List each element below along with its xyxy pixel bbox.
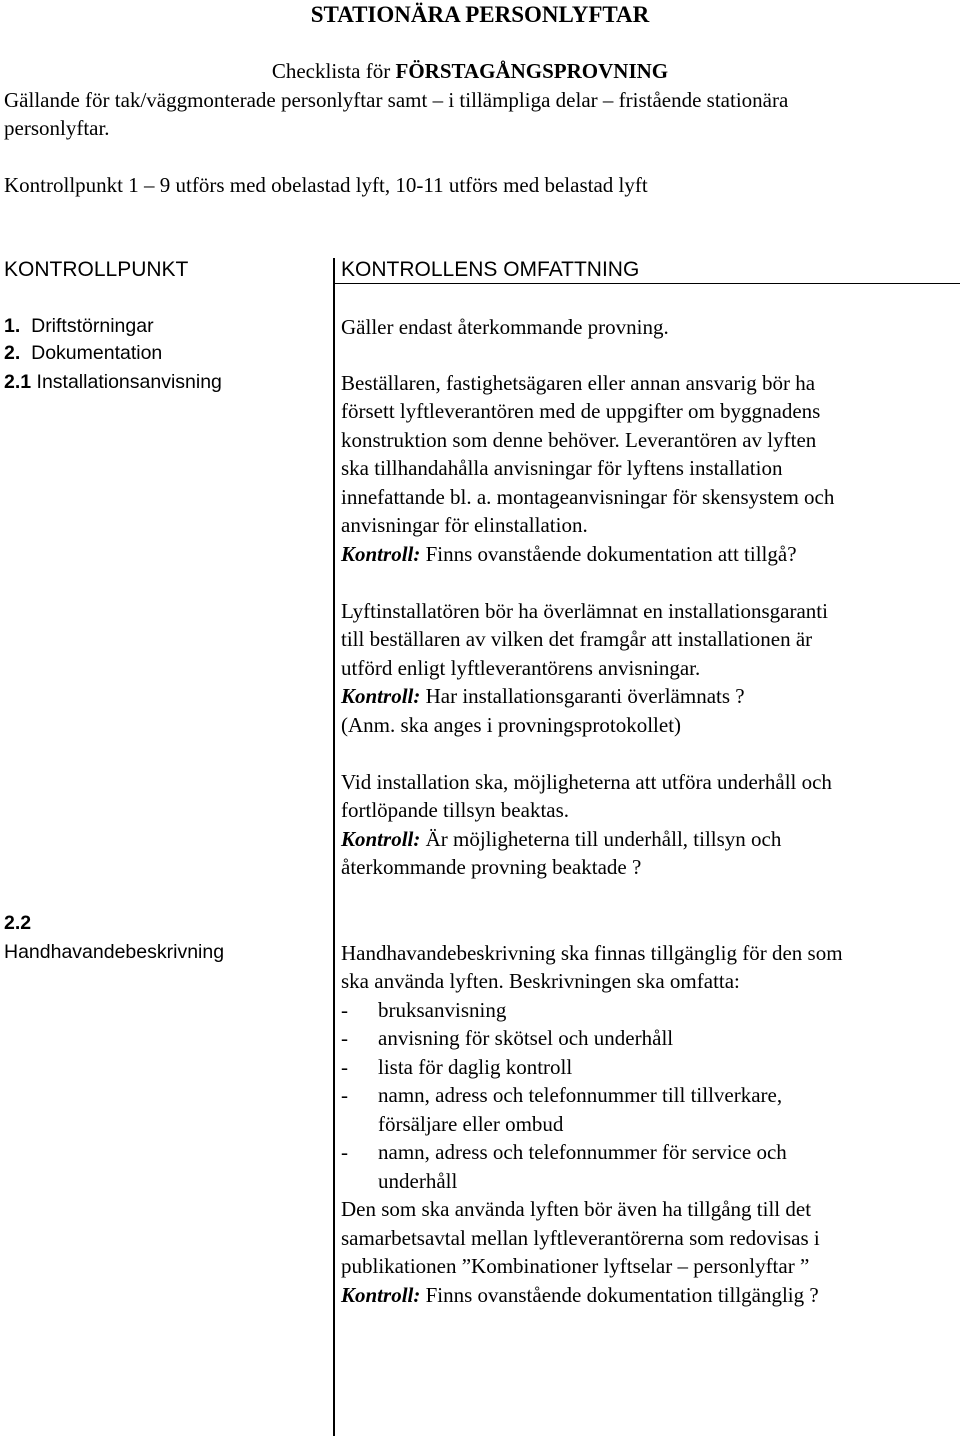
scope-line: Kontrollpunkt 1 – 9 utförs med obelastad lyft, 10-11 utförs med belastad lyft (4, 173, 648, 197)
b2-annotation: (Anm. ska anges i provningsprotokollet) (341, 713, 682, 737)
point-1-number: 1. (4, 315, 21, 337)
b4-line-2: ska använda lyften. Beskrivningen ska omfatta: (341, 969, 740, 993)
col2-header: KONTROLLENS OMFATTNING (341, 258, 640, 281)
b3-line-1: Vid installation ska, möjligheterna att utföra underhåll och (341, 770, 832, 794)
b1-line-2: försett lyftleverantören med de uppgifter om byggnadens (341, 399, 821, 423)
b5-line-2: samarbetsavtal mellan lyftleverantörerna som redovisas i (341, 1226, 820, 1250)
kontroll-label: Kontroll: (341, 1283, 421, 1307)
point-2-1 (4, 371, 222, 394)
b1-kontroll (341, 542, 797, 567)
header-rule (334, 283, 960, 284)
kontroll-label: Kontroll: (341, 542, 421, 566)
point-2-2-label: Handhavandebeskrivning (4, 941, 225, 963)
b2-kontroll (341, 684, 745, 709)
col1-header: KONTROLLPUNKT (4, 258, 189, 281)
point-2-1-label: Installationsanvisning (36, 371, 222, 393)
list-bullet: - (341, 1083, 348, 1107)
b1-line-6: anvisningar för elinstallation. (341, 513, 588, 537)
column-divider (333, 258, 335, 1436)
point-1 (4, 315, 154, 338)
kontroll-label: Kontroll: (341, 684, 421, 708)
r1-text: Gäller endast återkommande provning. (341, 315, 669, 339)
list-bullet: - (341, 1055, 348, 1079)
point-2-number: 2. (4, 342, 21, 364)
b3-kontroll (341, 827, 781, 852)
b1-line-5: innefattande bl. a. montageanvisningar för skensystem och (341, 485, 835, 509)
b2-line-2: till beställaren av vilken det framgår att installationen är (341, 627, 813, 651)
b2-kontroll-text: Har installationsgaranti överlämnats ? (420, 684, 745, 708)
b5-kontroll-text: Finns ovanstående dokumentation tillgänglig ? (420, 1283, 819, 1307)
b2-line-1: Lyftinstallatören bör ha överlämnat en installationsgaranti (341, 599, 828, 623)
list-bullet: - (341, 1026, 348, 1050)
subtitle-emphasis: FÖRSTAGÅNGSPROVNING (395, 59, 669, 83)
document-subtitle (0, 59, 940, 84)
point-2-1-number: 2.1 (4, 371, 32, 393)
kontroll-label: Kontroll: (341, 827, 421, 851)
b3-line-4: återkommande provning beaktade ? (341, 855, 642, 879)
b5-kontroll (341, 1283, 819, 1308)
b1-line-3: konstruktion som denne behöver. Leverantören av lyften (341, 428, 817, 452)
list-item-5b: underhåll (378, 1169, 458, 1193)
b4-line-1: Handhavandebeskrivning ska finnas tillgänglig för den som (341, 941, 843, 965)
b1-kontroll-text: Finns ovanstående dokumentation att tillgå? (420, 542, 797, 566)
point-1-label: Driftstörningar (31, 315, 154, 337)
list-bullet: - (341, 998, 348, 1022)
b1-line-1: Beställaren, fastighetsägaren eller annan ansvarig bör ha (341, 371, 816, 395)
b5-line-1: Den som ska använda lyften bör även ha tillgång till det (341, 1197, 812, 1221)
b5-line-3: publikationen ”Kombinationer lyftselar – personlyftar ” (341, 1254, 810, 1278)
b3-kontroll-text: Är möjligheterna till underhåll, tillsyn och (420, 827, 782, 851)
subtitle-prefix: Checklista för (271, 59, 396, 83)
list-bullet: - (341, 1140, 348, 1164)
point-2 (4, 342, 162, 365)
document-title: STATIONÄRA PERSONLYFTAR (310, 2, 650, 27)
list-item-4b: försäljare eller ombud (378, 1112, 564, 1136)
point-2-2-number: 2.2 (4, 912, 32, 934)
intro-line-2: personlyftar. (4, 116, 110, 140)
b2-line-3: utförd enligt lyftleverantörens anvisningar. (341, 656, 701, 680)
intro-line-1: Gällande för tak/väggmonterade personlyftar samt – i tillämpliga delar – fristående stationära (4, 88, 789, 112)
list-item-2: anvisning för skötsel och underhåll (378, 1026, 674, 1050)
b1-line-4: ska tillhandahålla anvisningar för lyftens installation (341, 456, 783, 480)
b3-line-2: fortlöpande tillsyn beaktas. (341, 798, 570, 822)
point-2-label: Dokumentation (31, 342, 163, 364)
list-item-1: bruksanvisning (378, 998, 507, 1022)
list-item-4a: namn, adress och telefonnummer till tillverkare, (378, 1083, 783, 1107)
list-item-5a: namn, adress och telefonnummer för service och (378, 1140, 787, 1164)
list-item-3: lista för daglig kontroll (378, 1055, 573, 1079)
